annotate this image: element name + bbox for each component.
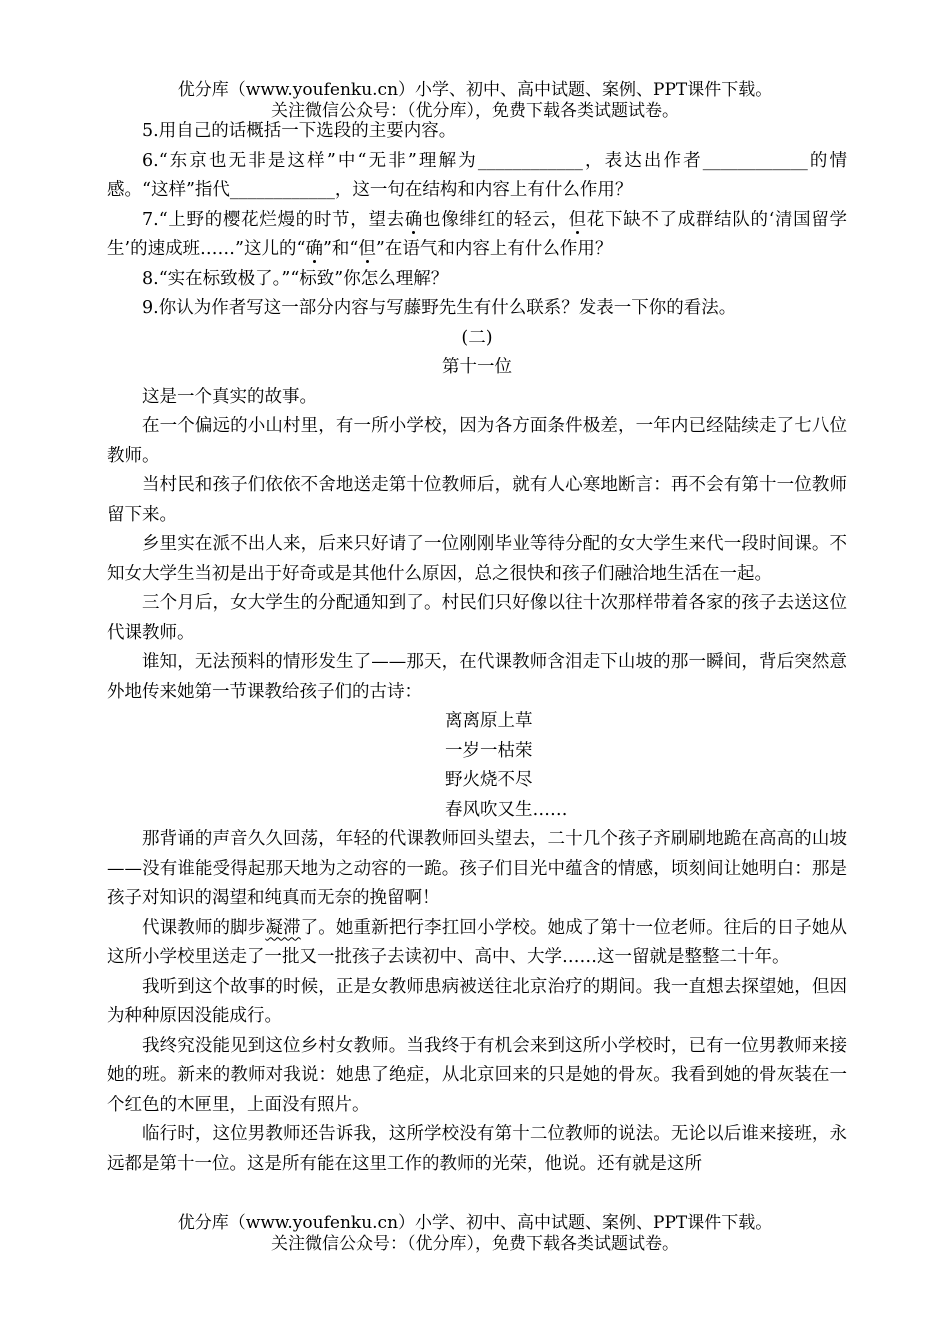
footer-line-2: 关注微信公众号：（优分库），免费下载各类试题试卷。 [271,1234,679,1254]
story-paragraph: 临行时，这位男教师还告诉我，这所学校没有第十二位教师的说法。无论以后谁来接班，永远都是第十一位。这是所有能在这里工作的教师的光荣，他说。还有就是这所 [107,1124,847,1174]
story-paragraph: 这是一个真实的故事。 [142,386,317,407]
story-paragraph: 三个月后，女大学生的分配通知到了。村民们只好像以往十次那样带着各家的孩子去送这位代课教师。 [107,593,847,643]
question-6: 6.“东京也无非是这样”中“无非”理解为____________，表达出作者____________的情感。“这样”指代____________，这一句在结构和内容上有什么作用？ [107,150,847,200]
question-8: 8.“实在标致极了。”“标致”你怎么理解？ [142,268,449,289]
story-paragraph: 我终究没能见到这位乡村女教师。当我终于有机会来到这所小学校时，已有一位男教师来接她的班。新来的教师对我说：她患了绝症，从北京回来的只是她的骨灰。我看到她的骨灰装在一个红色的木匣里，上面没有照片。 [107,1035,847,1115]
story-paragraph: 那背诵的声音久久回荡，年轻的代课教师回头望去，二十几个孩子齐刷刷地跪在高高的山坡——没有谁能受得起那天地为之动容的一跪。孩子们目光中蕴含的情感，顷刻间让她明白：那是孩子对知识的渴望和纯真而无奈的挽留啊！ [107,829,847,908]
poem-line: 一岁一枯荣 [445,740,533,761]
header-line-2: 关注微信公众号：（优分库），免费下载各类试题试卷。 [271,101,679,121]
story-paragraph: 乡里实在派不出人来，后来只好请了一位刚刚毕业等待分配的女大学生来代一段时间课。不知女大学生当初是出于好奇或是其他什么原因，总之很快和孩子们融洽地生活在一起。 [107,534,847,584]
story-paragraph: 我听到这个故事的时候，正是女教师患病被送往北京治疗的期间。我一直想去探望她，但因为种种原因没能成行。 [107,976,847,1026]
section-number: (二) [461,327,493,348]
story-paragraph: 在一个偏远的小山村里，有一所小学校，因为各方面条件极差，一年内已经陆续走了七八位教师。 [107,416,847,466]
emphasis-dot-que: 确 [404,209,424,230]
emphasis-dot-que-2: 确 [305,239,323,259]
header-line-1: 优分库（www.youfenku.cn）小学、初中、高中试题、案例、PPT课件下载。 [177,80,773,100]
footer-line-1: 优分库（www.youfenku.cn）小学、初中、高中试题、案例、PPT课件下载。 [177,1213,773,1233]
poem-line: 离离原上草 [445,711,533,731]
story-paragraph: 当村民和孩子们依依不舍地送走第十位教师后，就有人心寒地断言：再不会有第十一位教师留下来。 [107,475,847,525]
question-5: 5.用自己的话概括一下选段的主要内容。 [142,121,457,141]
section-title: 第十一位 [442,357,512,377]
emphasis-dot-dan: 但 [568,209,587,230]
story-paragraph: 代课教师的脚步凝滞了。她重新把行李扛回小学校。她成了第十一位老师。往后的日子她从这所小学校里送走了一批又一批孩子去读初中、高中、大学……这一留就是整整二十年。 [107,917,848,967]
wavy-underline-word: 凝滞 [265,917,301,938]
question-9: 9.你认为作者写这一部分内容与写藤野先生有什么联系？发表一下你的看法。 [142,298,737,318]
story-paragraph: 谁知，无法预料的情形发生了——那天，在代课教师含泪走下山坡的那一瞬间，背后突然意外地传来她第一节课教给孩子们的古诗： [107,652,847,702]
question-7: 7.“上野的樱花烂熳的时节，望去确也像绯红的轻云，但花下缺不了成群结队的‘清国留学生’的速成班……”这儿的“确”和“但”在语气和内容上有什么作用？ [107,209,848,259]
poem-line: 野火烧不尽 [445,770,533,790]
document-body [107,117,847,1179]
poem-line: 春风吹又生…… [445,799,568,820]
emphasis-dot-dan-2: 但 [358,239,376,259]
